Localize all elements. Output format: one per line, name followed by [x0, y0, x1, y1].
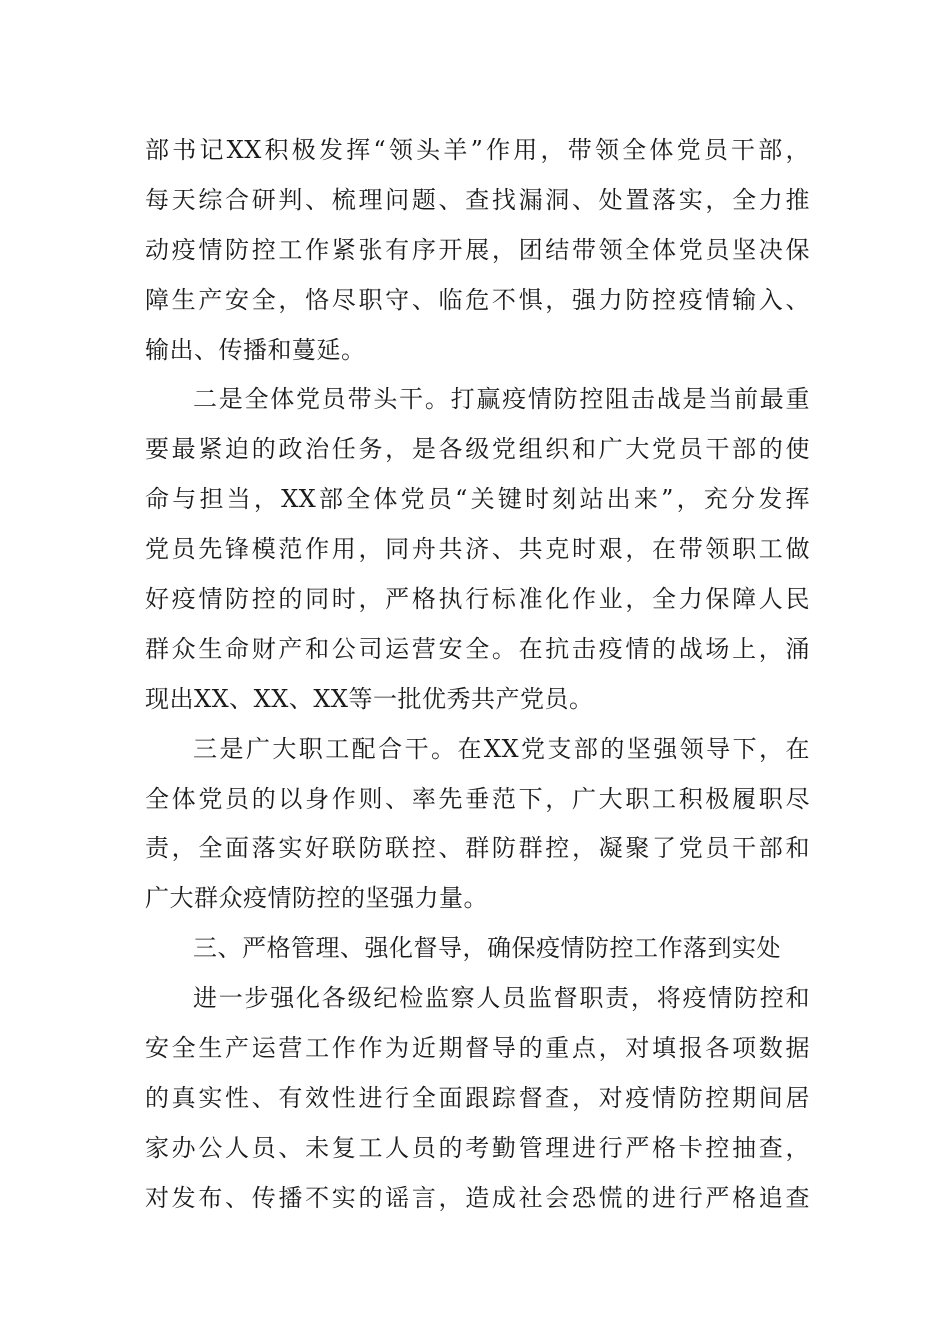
paragraph-3: [145, 725, 810, 925]
paragraph-line: 输出、传播和蔓延。: [145, 335, 366, 364]
paragraph-line: 的真实性、有效性进行全面跟踪督查，对疫情防控期间居: [145, 1083, 810, 1112]
paragraph-line: 障生产安全，恪尽职守、临危不惧，强力防控疫情输入、: [145, 285, 810, 314]
paragraph-line: 命与担当，XX部全体党员“关键时刻站出来”，充分发挥: [145, 485, 810, 514]
paragraph-1: [145, 126, 810, 375]
paragraph-line: 安全生产运营工作作为近期督导的重点，对填报各项数据: [145, 1034, 810, 1063]
paragraph-line: 进一步强化各级纪检监察人员监督职责，将疫情防控和: [193, 984, 810, 1013]
paragraph-line: 全体党员的以身作则、率先垂范下，广大职工积极履职尽: [145, 784, 810, 813]
paragraph-line: 责，全面落实好联防联控、群防群控，凝聚了党员干部和: [145, 834, 810, 863]
paragraph-line: 每天综合研判、梳理问题、查找漏洞、处置落实，全力推: [145, 185, 810, 214]
paragraph-2: [145, 375, 810, 724]
paragraph-line: 群众生命财产和公司运营安全。在抗击疫情的战场上，涌: [145, 634, 810, 663]
paragraph-line: 现出XX、XX、XX等一批优秀共产党员。: [145, 684, 594, 713]
paragraph-line: 好疫情防控的同时，严格执行标准化作业，全力保障人民: [145, 585, 810, 614]
paragraph-line: 对发布、传播不实的谣言，造成社会恐慌的进行严格追查: [145, 1183, 810, 1212]
paragraph-line: 动疫情防控工作紧张有序开展，团结带领全体党员坚决保: [145, 235, 810, 264]
paragraph-line: 党员先锋模范作用，同舟共济、共克时艰，在带领职工做: [145, 535, 810, 564]
section-heading: 三、严格管理、强化督导，确保疫情防控工作落到实处: [193, 934, 781, 963]
paragraph-line: 家办公人员、未复工人员的考勤管理进行严格卡控抽查，: [145, 1133, 810, 1162]
paragraph-line: 三是广大职工配合干。在XX党支部的坚强领导下，在: [193, 734, 810, 763]
paragraph-4: [145, 974, 810, 1223]
paragraph-line: 二是全体党员带头干。打赢疫情防控阻击战是当前最重: [193, 385, 810, 414]
paragraph-line: 广大群众疫情防控的坚强力量。: [145, 884, 488, 913]
paragraph-line: 部书记XX积极发挥“领头羊”作用，带领全体党员干部，: [145, 136, 810, 164]
paragraph-line: 要最紧迫的政治任务，是各级党组织和广大党员干部的使: [145, 435, 810, 464]
document-body: [145, 126, 810, 1224]
